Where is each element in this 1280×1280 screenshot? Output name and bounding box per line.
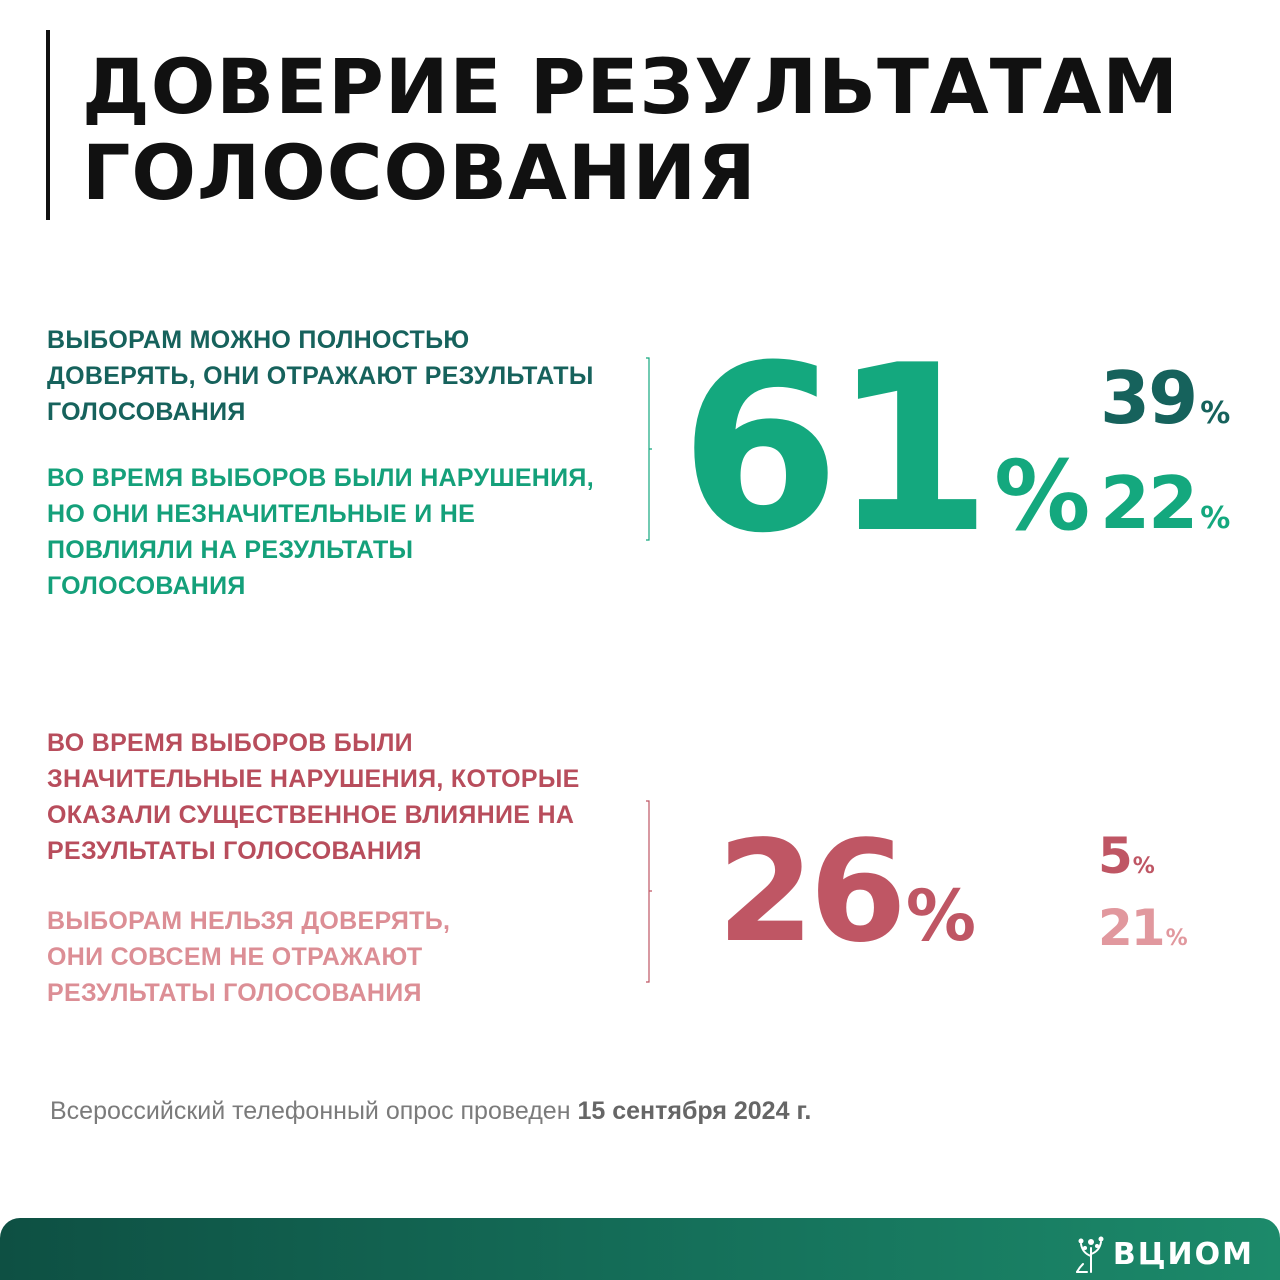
label-minor-violations <box>47 460 594 604</box>
title-accent-bar <box>46 30 50 220</box>
label-line: ВЫБОРАМ НЕЛЬЗЯ ДОВЕРЯТЬ, <box>47 907 451 935</box>
label-line: ОКАЗАЛИ СУЩЕСТВЕННОЕ ВЛИЯНИЕ НА <box>47 801 575 829</box>
tree-icon <box>1073 1234 1109 1274</box>
percent-sign: % <box>1165 926 1188 951</box>
label-line: ПОВЛИЯЛИ НА РЕЗУЛЬТАТЫ <box>47 536 414 564</box>
page-title <box>82 44 1179 216</box>
value-major-violations <box>1098 826 1155 886</box>
label-line: ГОЛОСОВАНИЯ <box>47 398 246 426</box>
percent-sign: % <box>1200 396 1231 431</box>
total-distrust-number: 26 <box>717 811 902 974</box>
total-trust-number: 61 <box>680 317 985 584</box>
total-trust-value <box>680 317 1091 584</box>
percent-sign: % <box>1132 854 1155 879</box>
value-full-trust-number: 39 <box>1100 356 1197 440</box>
percent-sign: % <box>994 440 1091 552</box>
value-no-trust <box>1098 898 1188 958</box>
survey-footnote <box>50 1097 811 1126</box>
label-line: ДОВЕРЯТЬ, ОНИ ОТРАЖАЮТ РЕЗУЛЬТАТЫ <box>47 362 594 390</box>
value-minor-violations-number: 22 <box>1100 461 1197 545</box>
bracket-distrust-group <box>646 800 652 983</box>
label-line: НО ОНИ НЕЗНАЧИТЕЛЬНЫЕ И НЕ <box>47 500 476 528</box>
label-line: ГОЛОСОВАНИЯ <box>47 572 246 600</box>
page-title-line-1: ДОВЕРИЕ РЕЗУЛЬТАТАМ <box>82 42 1180 131</box>
label-major-violations <box>47 725 580 869</box>
value-major-violations-number: 5 <box>1098 827 1131 885</box>
footnote-text: Всероссийский телефонный опрос проведен <box>50 1097 578 1125</box>
value-minor-violations <box>1100 460 1230 546</box>
footnote-date: 15 сентября 2024 г. <box>577 1097 812 1125</box>
value-no-trust-number: 21 <box>1098 899 1164 957</box>
label-no-trust <box>47 903 450 1011</box>
percent-sign: % <box>905 875 976 957</box>
total-distrust-value <box>717 811 976 974</box>
label-line: ВО ВРЕМЯ ВЫБОРОВ БЫЛИ НАРУШЕНИЯ, <box>47 464 594 492</box>
page-title-line-2: ГОЛОСОВАНИЯ <box>82 128 757 217</box>
vciom-logo <box>1073 1234 1254 1274</box>
bracket-trust-group <box>646 357 652 541</box>
label-line: ОНИ СОВСЕМ НЕ ОТРАЖАЮТ <box>47 943 423 971</box>
footer-bar <box>0 1218 1280 1280</box>
percent-sign: % <box>1200 501 1231 536</box>
label-line: ВЫБОРАМ МОЖНО ПОЛНОСТЬЮ <box>47 326 470 354</box>
label-full-trust <box>47 322 594 430</box>
value-full-trust <box>1100 355 1230 441</box>
label-line: РЕЗУЛЬТАТЫ ГОЛОСОВАНИЯ <box>47 979 422 1007</box>
label-line: ВО ВРЕМЯ ВЫБОРОВ БЫЛИ <box>47 729 413 757</box>
logo-text: ВЦИОМ <box>1112 1236 1254 1272</box>
label-line: РЕЗУЛЬТАТЫ ГОЛОСОВАНИЯ <box>47 837 422 865</box>
label-line: ЗНАЧИТЕЛЬНЫЕ НАРУШЕНИЯ, КОТОРЫЕ <box>47 765 580 793</box>
